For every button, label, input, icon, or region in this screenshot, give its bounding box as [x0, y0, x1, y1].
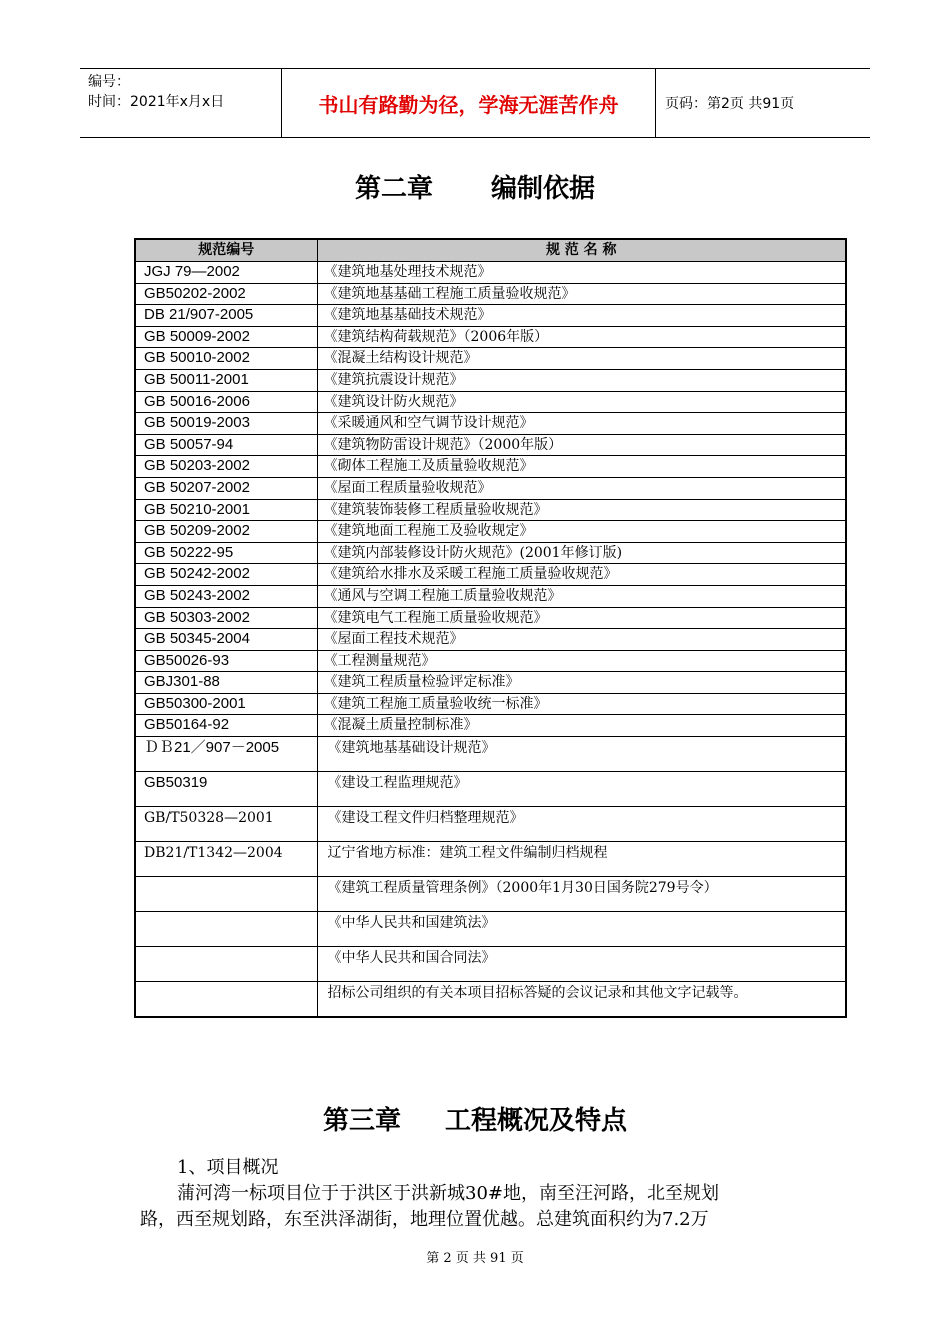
standard-name: 《建设工程文件归档整理规范》: [317, 807, 846, 842]
standard-code: GB 50009-2002: [135, 326, 317, 348]
standard-name: 《砌体工程施工及质量验收规范》: [317, 456, 846, 478]
table-row: [135, 693, 846, 715]
standard-code: GB50319: [135, 772, 317, 807]
standard-name: 《建筑工程施工质量验收统一标准》: [317, 693, 846, 715]
standard-code: GB 50019-2003: [135, 413, 317, 435]
table-row: [135, 564, 846, 586]
standard-code: GB 50057-94: [135, 434, 317, 456]
standard-name: 《建筑装饰装修工程质量验收规范》: [317, 499, 846, 521]
table-row: [135, 477, 846, 499]
standard-code: GB 50207-2002: [135, 477, 317, 499]
standard-name: 《采暖通风和空气调节设计规范》: [317, 413, 846, 435]
table-row: [135, 607, 846, 629]
standard-code: JGJ 79—2002: [135, 262, 317, 284]
table-row: [135, 305, 846, 327]
standard-code: GB 50010-2002: [135, 348, 317, 370]
table-row: [135, 585, 846, 607]
header-number: 编号：: [88, 74, 130, 90]
header-page-info: 页码：第2页 共91页: [665, 96, 795, 112]
table-row: [135, 521, 846, 543]
standard-code: [135, 877, 317, 912]
table-row: [135, 650, 846, 672]
table-row: [135, 807, 846, 842]
standard-name: 《建筑抗震设计规范》: [317, 369, 846, 391]
table-row: [135, 542, 846, 564]
standard-code: GB 50210-2001: [135, 499, 317, 521]
standard-code: GB50026-93: [135, 650, 317, 672]
table-row: [135, 434, 846, 456]
chapter-2-number: 第二章: [354, 174, 433, 204]
standard-code: GB 50222-95: [135, 542, 317, 564]
standard-code: GBJ301-88: [135, 672, 317, 694]
standard-name: 《屋面工程技术规范》: [317, 629, 846, 651]
table-row: [135, 326, 846, 348]
standard-name: 《建筑工程质量管理条例》（2000年1月30日国务院279号令）: [317, 877, 846, 912]
standard-code: GB50300-2001: [135, 693, 317, 715]
standard-code: GB 50303-2002: [135, 607, 317, 629]
table-header-row: [135, 239, 846, 262]
standard-name: 《混凝土结构设计规范》: [317, 348, 846, 370]
standard-name: 《建筑地基基础设计规范》: [317, 737, 846, 772]
page-footer: 第 2 页 共 91 页: [426, 1251, 524, 1266]
standard-name: 《建筑地基处理技术规范》: [317, 262, 846, 284]
standard-name: 《建筑内部装修设计防火规范》(2001年修订版): [317, 542, 846, 564]
section-1-line-2: 路，西至规划路，东至洪泽湖街，地理位置优越。总建筑面积约为7.2万: [140, 1209, 709, 1230]
table-row: [135, 629, 846, 651]
table-row: [135, 369, 846, 391]
table-row: [135, 772, 846, 807]
standard-code: [135, 947, 317, 982]
standard-code: GB 50242-2002: [135, 564, 317, 586]
chapter-2-heading: [0, 168, 950, 205]
table-row: [135, 283, 846, 305]
table-row: [135, 456, 846, 478]
standard-name: 辽宁省地方标准：建筑工程文件编制归档规程: [317, 842, 846, 877]
header-motto: 书山有路勤为径，学海无涯苦作舟: [282, 69, 656, 137]
standard-code: [135, 912, 317, 947]
table-row: [135, 912, 846, 947]
standard-name: 《建筑结构荷载规范》（2006年版）: [317, 326, 846, 348]
standards-table: [134, 238, 847, 1018]
standard-code: [135, 982, 317, 1018]
standard-name: 《中华人民共和国合同法》: [317, 947, 846, 982]
table-row: [135, 348, 846, 370]
header-meta: [80, 69, 282, 137]
col-header-code: 规范编号: [135, 239, 317, 262]
standard-name: 《建筑地面工程施工及验收规定》: [317, 521, 846, 543]
col-header-name: 规 范 名 称: [317, 239, 846, 262]
section-1-heading: 1、项目概况: [177, 1157, 279, 1178]
standard-name: 《建设工程监理规范》: [317, 772, 846, 807]
standard-code: GB50202-2002: [135, 283, 317, 305]
chapter-2-title: 编制依据: [491, 174, 596, 204]
chapter-3-heading: [0, 1100, 950, 1137]
standard-name: 《通风与空调工程施工质量验收规范》: [317, 585, 846, 607]
table-row: [135, 499, 846, 521]
standard-name: 《中华人民共和国建筑法》: [317, 912, 846, 947]
section-1-line-1: 蒲河湾一标项目位于于洪区于洪新城30#地，南至汪河路，北至规划: [177, 1183, 719, 1204]
standard-name: 《建筑地基基础工程施工质量验收规范》: [317, 283, 846, 305]
standard-code: GB/T50328—2001: [135, 807, 317, 842]
chapter-3-title: 工程概况及特点: [445, 1106, 628, 1136]
standard-name: 招标公司组织的有关本项目招标答疑的会议记录和其他文字记载等。: [317, 982, 846, 1018]
table-row: [135, 413, 846, 435]
standard-code: GB 50345-2004: [135, 629, 317, 651]
standard-code: GB 50016-2006: [135, 391, 317, 413]
standard-name: 《混凝土质量控制标准》: [317, 715, 846, 737]
standard-code: GB 50011-2001: [135, 369, 317, 391]
standard-name: 《建筑地基基础技术规范》: [317, 305, 846, 327]
standard-name: 《建筑工程质量检验评定标准》: [317, 672, 846, 694]
table-row: [135, 877, 846, 912]
table-row: [135, 947, 846, 982]
table-row: [135, 737, 846, 772]
table-row: [135, 982, 846, 1018]
standard-name: 《建筑物防雷设计规范》（2000年版）: [317, 434, 846, 456]
standard-name: 《屋面工程质量验收规范》: [317, 477, 846, 499]
table-row: [135, 262, 846, 284]
standard-name: 《工程测量规范》: [317, 650, 846, 672]
standard-code: DB 21/907-2005: [135, 305, 317, 327]
standards-table-body: [135, 262, 846, 1018]
standard-name: 《建筑设计防火规范》: [317, 391, 846, 413]
chapter-3-number: 第三章: [322, 1106, 401, 1136]
table-row: [135, 842, 846, 877]
standard-code: GB50164-92: [135, 715, 317, 737]
standard-code: DB21/T1342—2004: [135, 842, 317, 877]
page-header: [80, 68, 870, 138]
standard-name: 《建筑给水排水及采暖工程施工质量验收规范》: [317, 564, 846, 586]
table-row: [135, 391, 846, 413]
table-row: [135, 715, 846, 737]
standard-code: GB 50243-2002: [135, 585, 317, 607]
standard-code: GB 50203-2002: [135, 456, 317, 478]
standard-code: GB 50209-2002: [135, 521, 317, 543]
table-row: [135, 672, 846, 694]
standard-name: 《建筑电气工程施工质量验收规范》: [317, 607, 846, 629]
header-time: 时间：2021年x月x日: [88, 94, 225, 110]
standard-code: ＤＢ21／907－2005: [135, 737, 317, 772]
